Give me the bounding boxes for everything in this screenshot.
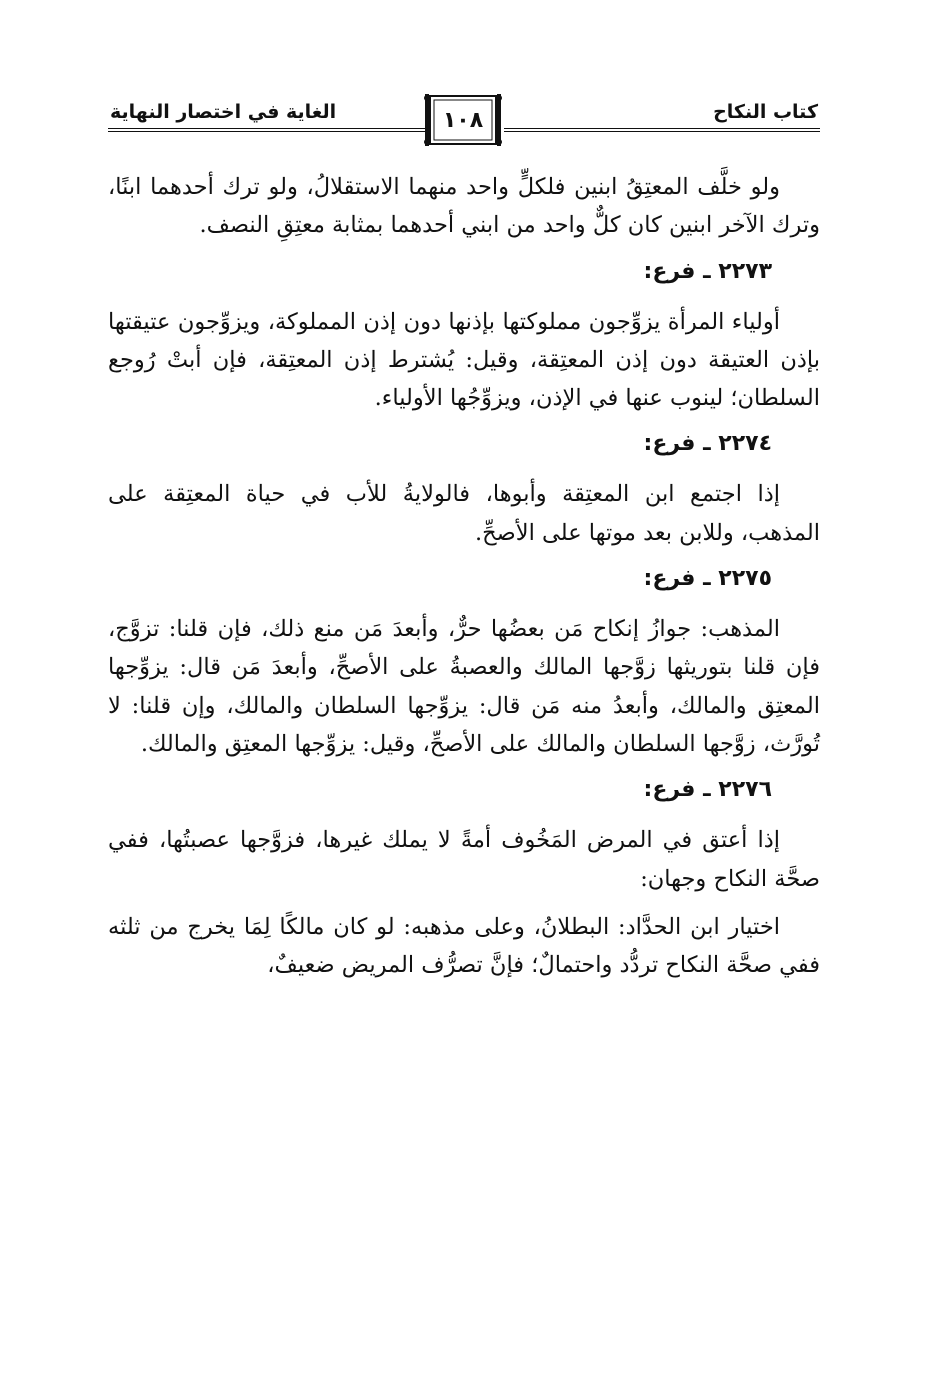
header-rule-left [108, 128, 426, 132]
section-heading: ٢٢٧٤ ـ فرع: [643, 431, 772, 457]
paragraph: ولو خلَّف المعتِقُ ابنين فلكلٍّ واحد منهما الاستقلالُ، ولو ترك أحدهما ابنًا، وترك الآخر ابنين كان كلٌّ واحد من ابني أحدهما بمثابة معتِقِ النصف. [108, 174, 820, 239]
page-number-frame [424, 94, 502, 146]
page-body [108, 168, 820, 994]
page-header [108, 90, 820, 152]
section-heading: ٢٢٧٣ ـ فرع: [643, 258, 772, 284]
paragraph: إذا أعتق في المرض المَخُوف أمةً لا يملك غيرها، فزوَّجها عصبتُها، ففي صحَّة النكاح وجهان: [108, 827, 820, 892]
section-heading: ٢٢٧٦ ـ فرع: [643, 777, 772, 803]
book-title: الغاية في اختصار النهاية [110, 101, 337, 123]
chapter-title: كتاب النكاح [713, 101, 818, 123]
paragraph: أولياء المرأة يزوِّجون مملوكتها بإذنها دون إذن المملوكة، ويزوِّجون عتيقتها بإذن العتيقة دون إذن المعتِقة، وقيل: يُشترط إذن المعتِقة، فإن أبتْ رُوجع السلطان؛ لينوب عنها في الإذن، ويزوِّجُها الأولياء. [108, 308, 820, 412]
paragraph: إذا اجتمع ابن المعتِقة وأبوها، فالولايةُ للأب في حياة المعتِقة على المذهب، وللابن بعد موتها على الأصحِّ. [108, 481, 820, 546]
paragraph: اختيار ابن الحدَّاد: البطلانُ، وعلى مذهبه: لو كان مالكًا لِمَا يخرج من ثلثه ففي صحَّة النكاح تردُّد واحتمالٌ؛ فإنَّ تصرُّف المريض ضعيفٌ، [108, 913, 820, 979]
header-rule-right [504, 128, 820, 132]
section-heading: ٢٢٧٥ ـ فرع: [643, 566, 772, 592]
page-number: ١٠٨ [442, 108, 484, 133]
paragraph: المذهب: جوازُ إنكاح مَن بعضُها حرٌّ، وأبعدَ مَن منع ذلك، فإن قلنا: تزوَّج، فإن قلنا بتوريثها زوَّجها المالك والعصبةُ على الأصحِّ، وأبعدَ مَن قال: يزوِّجها المعتِق والمالك، وأبعدُ منه مَن قال: يزوِّجها السلطان والمالك، وإن قلنا: لا تُورَّث، زوَّجها السلطان والمالك على الأصحِّ، وقيل: يزوِّجها المعتِق والمالك. [108, 616, 820, 757]
